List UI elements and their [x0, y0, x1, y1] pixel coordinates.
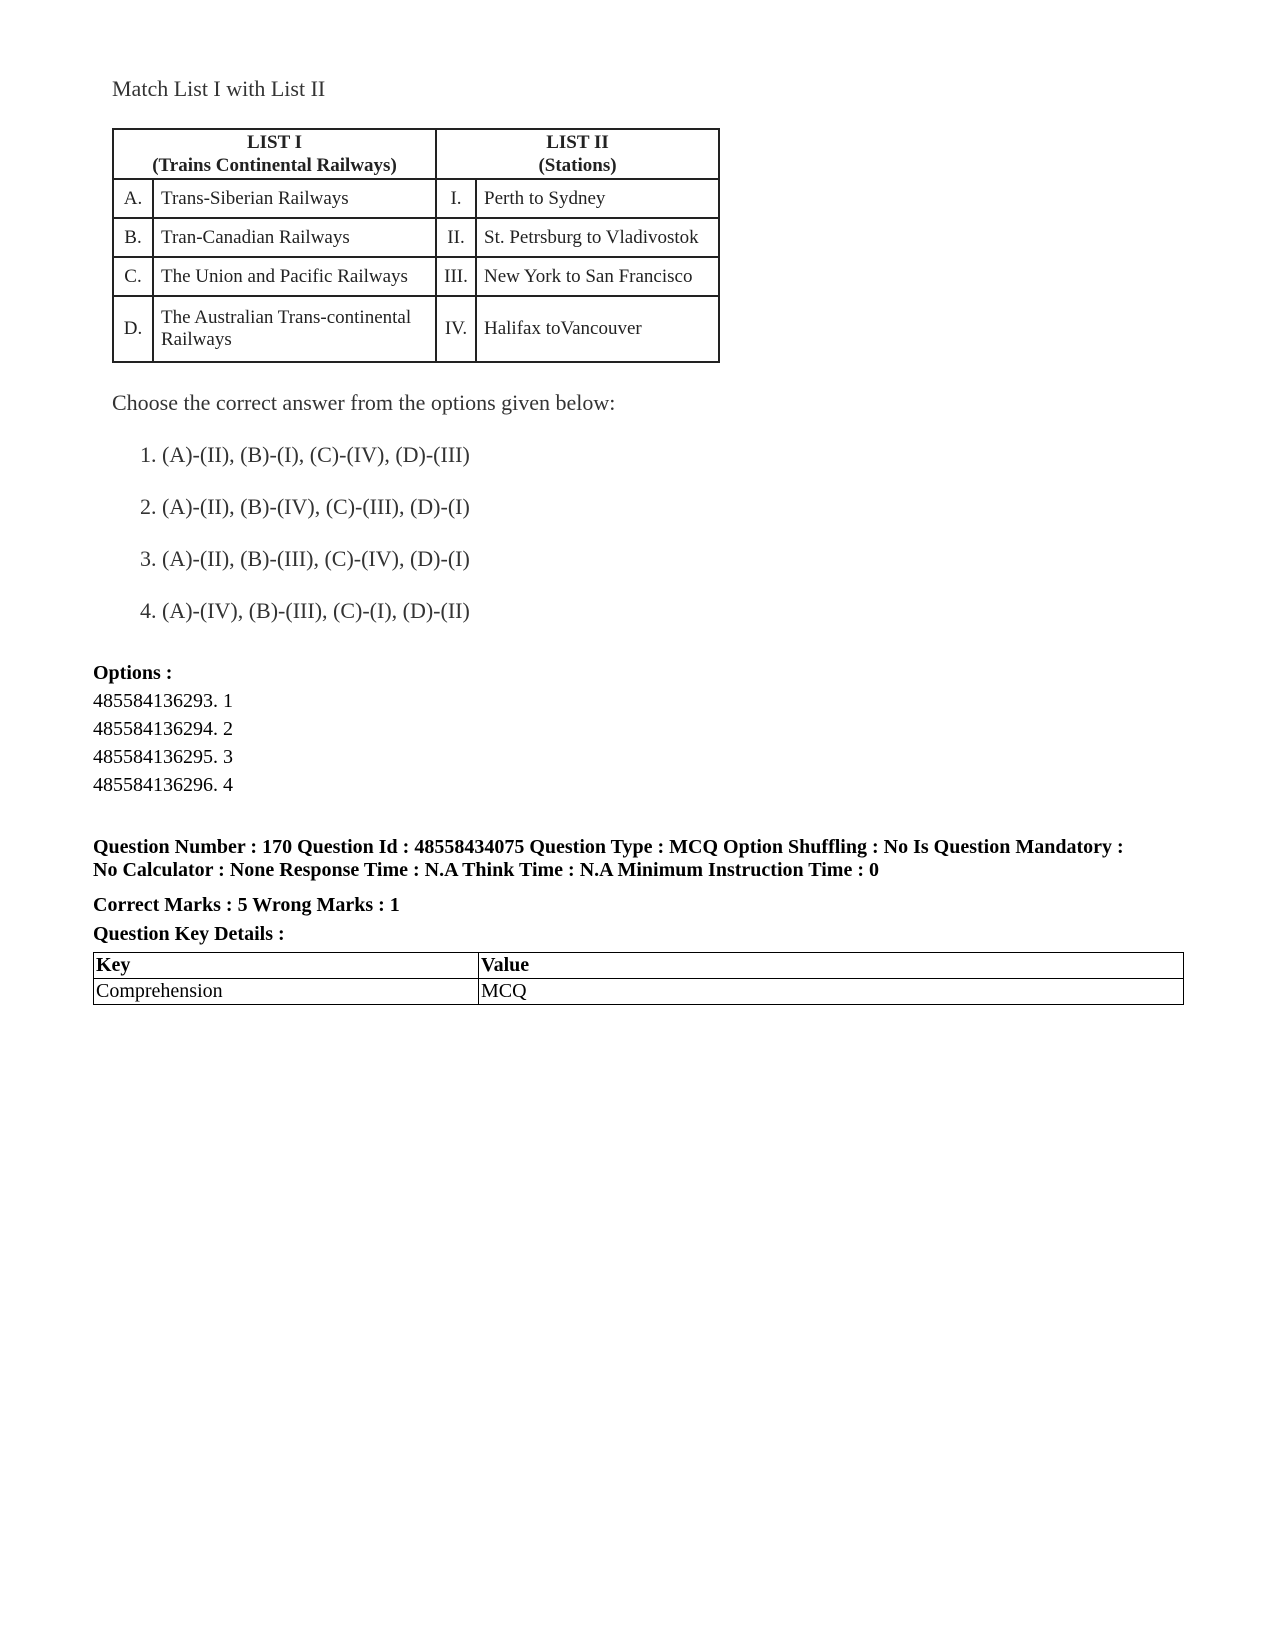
- answer-choice-3: 3. (A)-(II), (B)-(III), (C)-(IV), (D)-(I): [140, 546, 470, 571]
- value-column-header: Value: [479, 953, 1184, 979]
- option-item-2: 485584136294. 2: [93, 718, 233, 740]
- value-cell: MCQ: [479, 979, 1184, 1005]
- station-route: New York to San Francisco: [476, 257, 719, 296]
- station-route: Perth to Sydney: [476, 179, 719, 218]
- station-label: I.: [436, 179, 476, 218]
- station-route: St. Petrsburg to Vladivostok: [476, 218, 719, 257]
- list2-title: LIST II: [546, 132, 609, 153]
- key-column-header: Key: [94, 953, 479, 979]
- key-table-header: [94, 953, 1184, 979]
- row-label: B.: [113, 218, 153, 257]
- option-item-4: 485584136296. 4: [93, 774, 233, 796]
- match-row: [113, 257, 719, 296]
- list1-header: [113, 129, 436, 179]
- list2-header: [436, 129, 719, 179]
- list1-subtitle: (Trains Continental Railways): [152, 155, 397, 176]
- answer-choice-2: 2. (A)-(II), (B)-(IV), (C)-(III), (D)-(I): [140, 494, 470, 519]
- station-label: III.: [436, 257, 476, 296]
- railway-name: The Australian Trans-continental Railways: [153, 296, 436, 362]
- options-heading: Options :: [93, 662, 173, 684]
- railway-name: Tran-Canadian Railways: [153, 218, 436, 257]
- choose-instruction: Choose the correct answer from the options given below:: [112, 390, 616, 415]
- question-intro: Match List I with List II: [112, 76, 326, 101]
- match-table: [112, 128, 720, 363]
- option-item-3: 485584136295. 3: [93, 746, 233, 768]
- match-row: [113, 179, 719, 218]
- railway-name: The Union and Pacific Railways: [153, 257, 436, 296]
- row-label: D.: [113, 296, 153, 362]
- marks-line: Correct Marks : 5 Wrong Marks : 1: [93, 894, 400, 916]
- key-cell: Comprehension: [94, 979, 479, 1005]
- answer-choice-1: 1. (A)-(II), (B)-(I), (C)-(IV), (D)-(III): [140, 442, 470, 467]
- question-meta-line2: No Calculator : None Response Time : N.A Think Time : N.A Minimum Instruction Time : 0: [93, 859, 879, 881]
- railway-name: Trans-Siberian Railways: [153, 179, 436, 218]
- option-item-1: 485584136293. 1: [93, 690, 233, 712]
- match-table-header: [113, 129, 719, 179]
- station-route: Halifax toVancouver: [476, 296, 719, 362]
- match-row: [113, 218, 719, 257]
- key-details-table: [93, 952, 1184, 1005]
- question-meta-line1: Question Number : 170 Question Id : 48558434075 Question Type : MCQ Option Shuffling : No Is Question Mandatory :: [93, 836, 1124, 858]
- station-label: IV.: [436, 296, 476, 362]
- row-label: C.: [113, 257, 153, 296]
- question-meta: [93, 836, 1193, 882]
- key-details-heading: Question Key Details :: [93, 923, 285, 945]
- table-row: [94, 979, 1184, 1005]
- list2-subtitle: (Stations): [538, 155, 617, 176]
- row-label: A.: [113, 179, 153, 218]
- answer-choice-4: 4. (A)-(IV), (B)-(III), (C)-(I), (D)-(II): [140, 598, 470, 623]
- match-row: [113, 296, 719, 362]
- question-image: [96, 62, 736, 652]
- list1-title: LIST I: [246, 132, 303, 153]
- station-label: II.: [436, 218, 476, 257]
